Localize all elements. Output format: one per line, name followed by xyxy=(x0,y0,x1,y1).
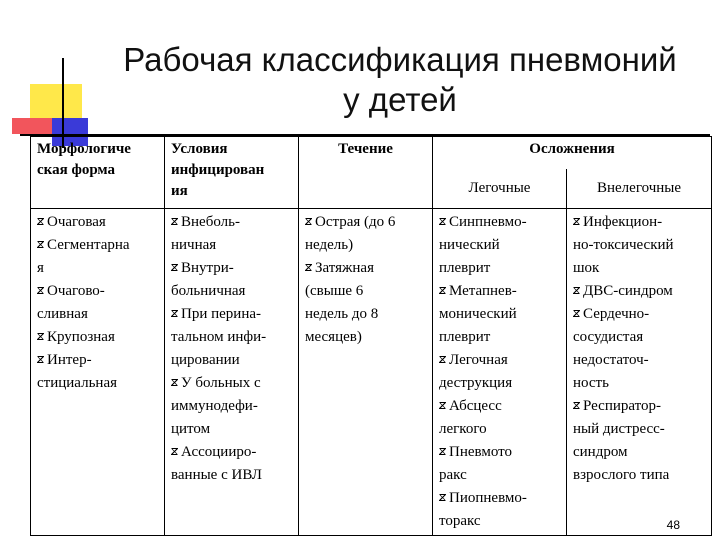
list-item-text: Инфекцион- xyxy=(583,214,663,230)
header-complications: Осложнения xyxy=(433,137,712,169)
list-item-text: При перина- xyxy=(181,306,262,322)
list-item-line: цировании xyxy=(171,352,240,368)
list-item-line: ракс xyxy=(439,467,467,483)
list-item-text: Внутри- xyxy=(181,260,234,276)
header-course: Течение xyxy=(299,137,433,209)
header-conditions xyxy=(165,137,299,209)
list-item-text: ДВС-синдром xyxy=(583,283,673,299)
list-item-text: Сегментарна xyxy=(47,237,130,253)
list-item xyxy=(305,257,426,349)
z-bullet-icon xyxy=(171,379,178,386)
list-item xyxy=(573,211,705,280)
list-item xyxy=(171,211,292,257)
list-item-line xyxy=(171,441,292,464)
z-bullet-icon xyxy=(439,448,446,455)
list-item-line: плеврит xyxy=(439,329,491,345)
z-bullet-icon xyxy=(37,218,44,225)
z-bullet-icon xyxy=(439,402,446,409)
z-bullet-icon xyxy=(37,333,44,340)
list-item-text: Ассоцииро- xyxy=(181,444,257,460)
list-item-line: монический xyxy=(439,306,517,322)
title-line-1: Рабочая классификация пневмоний xyxy=(123,41,677,78)
list-item xyxy=(171,257,292,303)
list-item xyxy=(439,441,560,487)
z-bullet-icon xyxy=(573,402,580,409)
col-pulmonary xyxy=(433,209,567,536)
col-course xyxy=(299,209,433,536)
list-item xyxy=(573,395,705,487)
z-bullet-icon xyxy=(171,218,178,225)
list-item-text: Интер- xyxy=(47,352,92,368)
list-item xyxy=(37,349,158,395)
z-bullet-icon xyxy=(573,218,580,225)
list-item xyxy=(439,395,560,441)
z-bullet-icon xyxy=(305,218,312,225)
list-item-line: (свыше 6 xyxy=(305,283,364,299)
list-item-line xyxy=(439,487,560,510)
list-item-line: но-токсический xyxy=(573,237,674,253)
list-item-line: цитом xyxy=(171,421,211,437)
list-item xyxy=(37,326,158,349)
list-item-text: У больных с xyxy=(181,375,261,391)
list-item-line xyxy=(439,280,560,303)
list-item-line: ный дистресс- xyxy=(573,421,665,437)
z-bullet-icon xyxy=(37,241,44,248)
list-item-line xyxy=(37,211,158,234)
list-item-line: недель) xyxy=(305,237,354,253)
list-item-text: Внеболь- xyxy=(181,214,240,230)
list-item-line: легкого xyxy=(439,421,487,437)
list-item-text: Пневмото xyxy=(449,444,512,460)
list-item-line: ванные с ИВЛ xyxy=(171,467,262,483)
list-item-line xyxy=(305,257,426,280)
list-item-line xyxy=(171,257,292,280)
z-bullet-icon xyxy=(37,287,44,294)
list-item xyxy=(305,211,426,257)
list-item-line xyxy=(439,349,560,372)
list-item-line: сосудистая xyxy=(573,329,644,345)
list-item-text: Очагово- xyxy=(47,283,105,299)
z-bullet-icon xyxy=(439,356,446,363)
header-extrapulmonary: Внелегочные xyxy=(567,169,712,209)
list-item-line xyxy=(305,211,426,234)
slide-title xyxy=(80,40,720,120)
list-item-text: Синпневмо- xyxy=(449,214,527,230)
list-item-line xyxy=(37,349,158,372)
title-line-2: у детей xyxy=(343,81,457,118)
list-item-line xyxy=(171,303,292,326)
list-item-line xyxy=(573,211,705,234)
list-item xyxy=(439,280,560,349)
list-item xyxy=(37,234,158,280)
list-item xyxy=(439,487,560,533)
list-item xyxy=(439,349,560,395)
list-item-line: синдром xyxy=(573,444,628,460)
list-item-text: Легочная xyxy=(449,352,508,368)
z-bullet-icon xyxy=(171,310,178,317)
list-item-text: Очаговая xyxy=(47,214,106,230)
list-item xyxy=(171,372,292,441)
list-item xyxy=(171,303,292,372)
col-morph xyxy=(31,209,165,536)
list-item-line xyxy=(573,303,705,326)
list-item-line: месяцев) xyxy=(305,329,362,345)
z-bullet-icon xyxy=(171,448,178,455)
list-item-line xyxy=(439,395,560,418)
list-item-line: стициальная xyxy=(37,375,117,391)
list-item xyxy=(37,211,158,234)
header-morph-line: Морфологиче xyxy=(37,141,131,157)
list-item-line: я xyxy=(37,260,44,276)
list-item-line xyxy=(573,280,705,303)
z-bullet-icon xyxy=(439,494,446,501)
decor-red-bar xyxy=(12,118,54,134)
list-item-text: Пиопневмо- xyxy=(449,490,527,506)
list-item-line xyxy=(439,211,560,234)
list-item xyxy=(573,303,705,395)
list-item xyxy=(171,441,292,487)
list-item-line: ничная xyxy=(171,237,217,253)
header-pulmonary: Легочные xyxy=(433,169,567,209)
list-item-line: нический xyxy=(439,237,500,253)
z-bullet-icon xyxy=(37,356,44,363)
list-item-line: тальном инфи- xyxy=(171,329,267,345)
list-item xyxy=(37,280,158,326)
list-item-line: ность xyxy=(573,375,609,391)
header-morph xyxy=(31,137,165,209)
z-bullet-icon xyxy=(573,310,580,317)
list-item-line xyxy=(37,234,158,257)
list-item-line xyxy=(37,280,158,303)
list-item-text: Респиратор- xyxy=(583,398,662,414)
list-item-text: Абсцесс xyxy=(449,398,502,414)
list-item xyxy=(439,211,560,280)
header-conditions-line: ия xyxy=(171,183,188,199)
classification-table xyxy=(30,136,712,536)
header-conditions-line: инфицирован xyxy=(171,162,265,178)
list-item-line: сливная xyxy=(37,306,88,322)
list-item-text: Затяжная xyxy=(315,260,374,276)
z-bullet-icon xyxy=(171,264,178,271)
list-item-line xyxy=(171,211,292,234)
header-morph-line: ская форма xyxy=(37,162,116,178)
list-item-text: Крупозная xyxy=(47,329,115,345)
list-item-line xyxy=(573,395,705,418)
list-item-line: недель до 8 xyxy=(305,306,379,322)
z-bullet-icon xyxy=(439,287,446,294)
header-conditions-line: Условия xyxy=(171,141,228,157)
list-item-line: шок xyxy=(573,260,600,276)
list-item-line: деструкция xyxy=(439,375,513,391)
list-item-line: иммунодефи- xyxy=(171,398,258,414)
list-item-line: больничная xyxy=(171,283,246,299)
z-bullet-icon xyxy=(305,264,312,271)
list-item-line xyxy=(37,326,158,349)
list-item-text: Сердечно- xyxy=(583,306,650,322)
z-bullet-icon xyxy=(573,287,580,294)
list-item-line: торакс xyxy=(439,513,481,529)
col-conditions xyxy=(165,209,299,536)
list-item-line: взрослого типа xyxy=(573,467,670,483)
list-item xyxy=(573,280,705,303)
list-item-text: Метапнев- xyxy=(449,283,517,299)
z-bullet-icon xyxy=(439,218,446,225)
list-item-line xyxy=(439,441,560,464)
page-number: 48 xyxy=(666,518,680,532)
list-item-line: недостаточ- xyxy=(573,352,649,368)
list-item-line: плеврит xyxy=(439,260,491,276)
list-item-text: Острая (до 6 xyxy=(315,214,396,230)
col-extrapulmonary xyxy=(567,209,712,536)
list-item-line xyxy=(171,372,292,395)
